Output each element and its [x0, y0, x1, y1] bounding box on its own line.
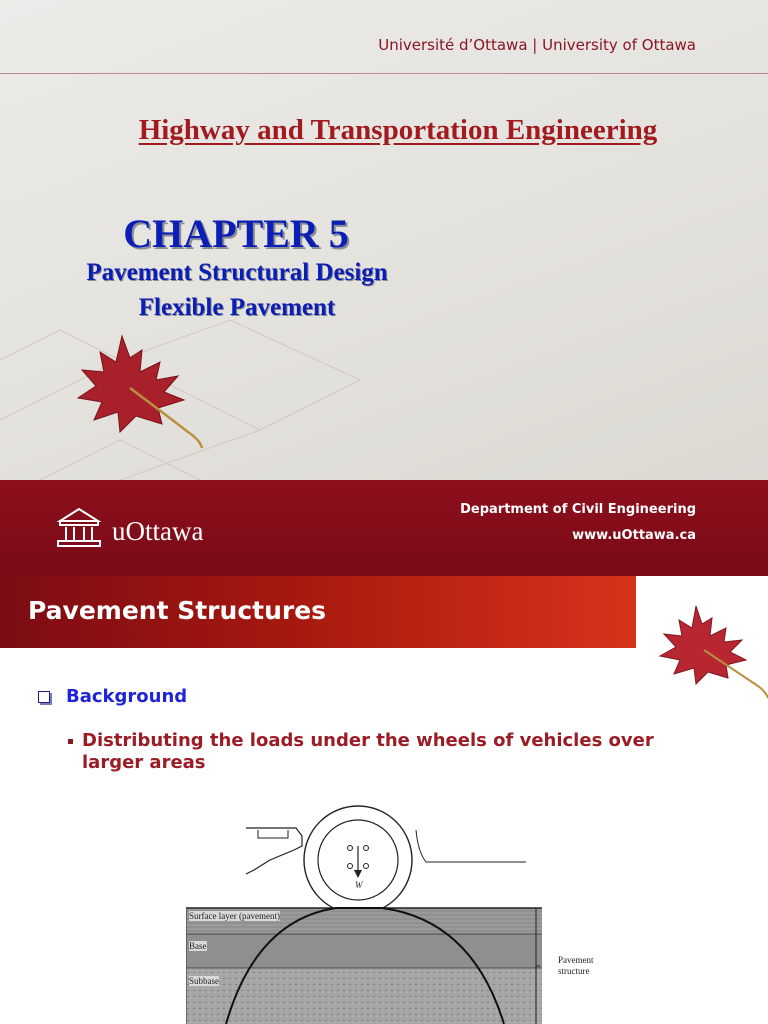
maple-leaf-icon	[60, 328, 210, 454]
uottawa-logo-text: uOttawa	[112, 516, 204, 546]
checkbox-bullet-icon	[38, 691, 50, 703]
sub-bullet-text: Distributing the loads under the wheels of vehicles over larger areas	[82, 730, 654, 773]
course-title: Highway and Transportation Engineering	[138, 114, 658, 146]
content-slide	[0, 576, 768, 1024]
subtitle-line-1: Pavement Structural Design	[86, 259, 388, 286]
bullet-background-text: Background	[66, 686, 188, 707]
square-bullet-icon	[68, 739, 73, 744]
subtitle-line-2: Flexible Pavement	[138, 294, 336, 321]
sub-bullet	[68, 730, 668, 774]
pavement-figure	[186, 790, 596, 1024]
pavement-load-diagram	[186, 790, 596, 1024]
maple-leaf-icon	[648, 602, 768, 702]
uottawa-crest-icon	[56, 505, 102, 549]
layer-label-base: Base	[189, 941, 207, 951]
department-name: Department of Civil Engineering	[460, 502, 696, 517]
bullet-background	[38, 686, 187, 707]
slide-title-bar	[0, 576, 636, 648]
bracket-label-line2: structure	[558, 966, 590, 976]
bracket-label-line1: Pavement	[558, 955, 594, 965]
chapter-title: CHAPTER 5	[123, 211, 349, 256]
slide-title: Pavement Structures	[28, 596, 327, 625]
header-divider	[0, 73, 768, 74]
layer-label-surface: Surface layer (pavement)	[189, 911, 280, 921]
title-slide	[0, 0, 768, 480]
load-label: W	[355, 880, 363, 890]
university-header: Université d’Ottawa | University of Ottawa	[378, 36, 696, 54]
layer-label-subbase: Subbase	[189, 976, 219, 986]
website-link[interactable]: www.uOttawa.ca	[572, 528, 696, 543]
